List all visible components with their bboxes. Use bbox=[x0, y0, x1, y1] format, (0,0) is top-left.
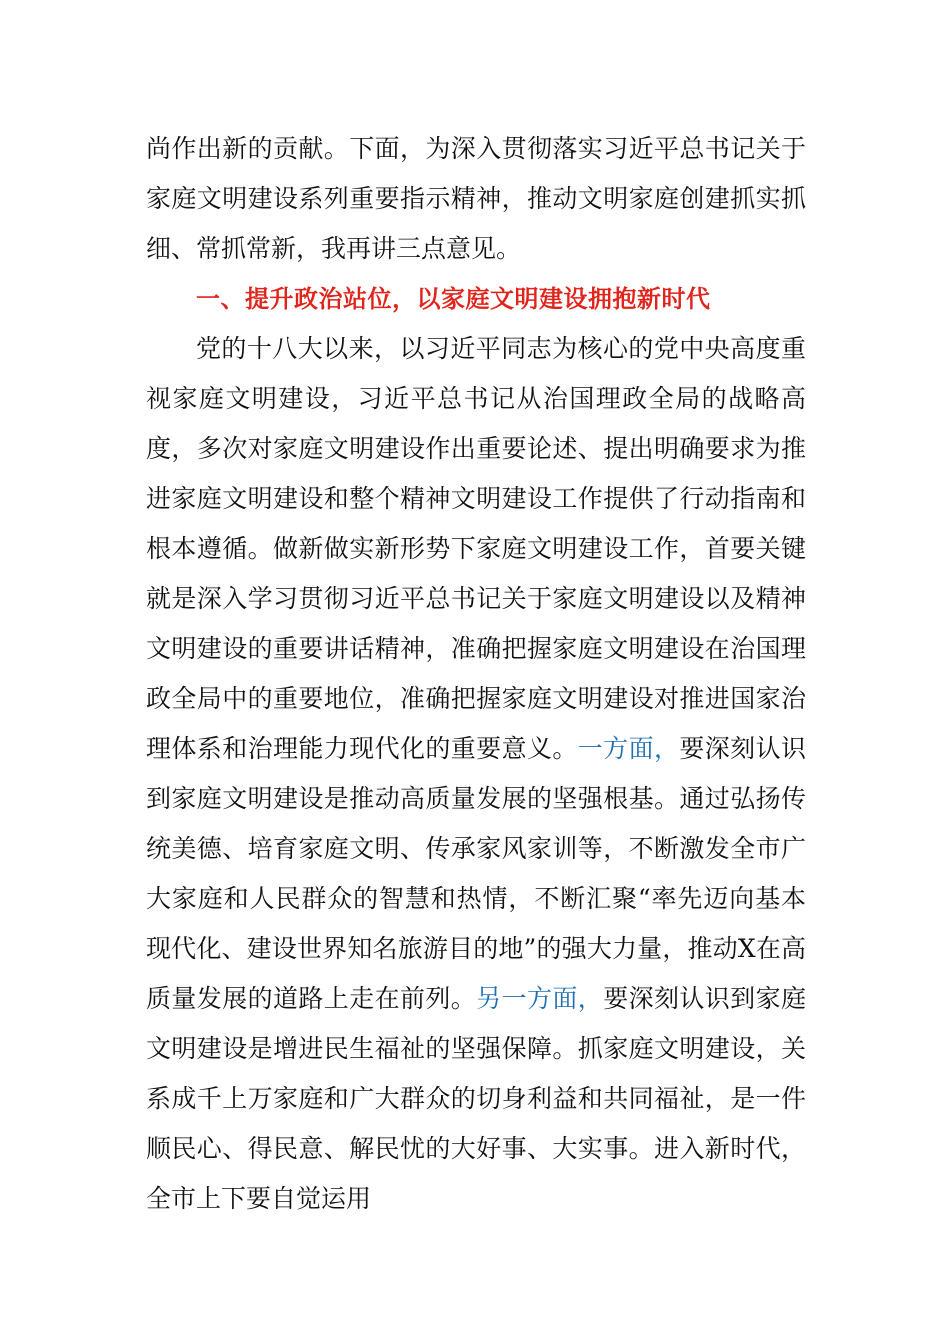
body-text-part2: 要深刻认识到家庭文明建设是推动高质量发展的坚强根基。通过弘扬传统美德、培育家庭文明、传承家风家训等，不断激发全市广大家庭和人民群众的智慧和热情，不断汇聚“率先迈向基本现代化、建设世界知名旅游目的地”的强大力量，推动X在高质量发展的道路上走在前列。 bbox=[146, 734, 806, 1013]
section-body-paragraph bbox=[146, 324, 806, 1224]
intro-text: 尚作出新的贡献。下面，为深入贯彻落实习近平总书记关于家庭文明建设系列重要指示精神，推动文明家庭创建抓实抓细、常抓常新，我再讲三点意见。 bbox=[146, 134, 806, 263]
section-heading: 一、提升政治站位，以家庭文明建设拥抱新时代 bbox=[196, 285, 711, 313]
document-body bbox=[146, 124, 806, 1224]
emphasis-marker-one-side: 一方面， bbox=[577, 734, 680, 763]
body-text-part1: 党的十八大以来，以习近平同志为核心的党中央高度重视家庭文明建设，习近平总书记从治国理政全局的战略高度，多次对家庭文明建设作出重要论述、提出明确要求为推进家庭文明建设和整个精神文明建设工作提供了行动指南和根本遵循。做新做实新形势下家庭文明建设工作，首要关键就是深入学习贯彻习近平总书记关于家庭文明建设以及精神文明建设的重要讲话精神，准确把握家庭文明建设在治国理政全局中的重要地位，准确把握家庭文明建设对推进国家治理体系和治理能力现代化的重要意义。 bbox=[146, 334, 806, 763]
body-text-part3: 要深刻认识到家庭文明建设是增进民生福祉的坚强保障。抓家庭文明建设，关系成千上万家庭和广大群众的切身利益和共同福祉，是一件顺民心、得民意、解民忧的大好事、大实事。进入新时代，全市上下要自觉运用 bbox=[146, 984, 806, 1213]
intro-paragraph bbox=[146, 124, 806, 274]
emphasis-marker-other-side: 另一方面， bbox=[476, 984, 604, 1013]
